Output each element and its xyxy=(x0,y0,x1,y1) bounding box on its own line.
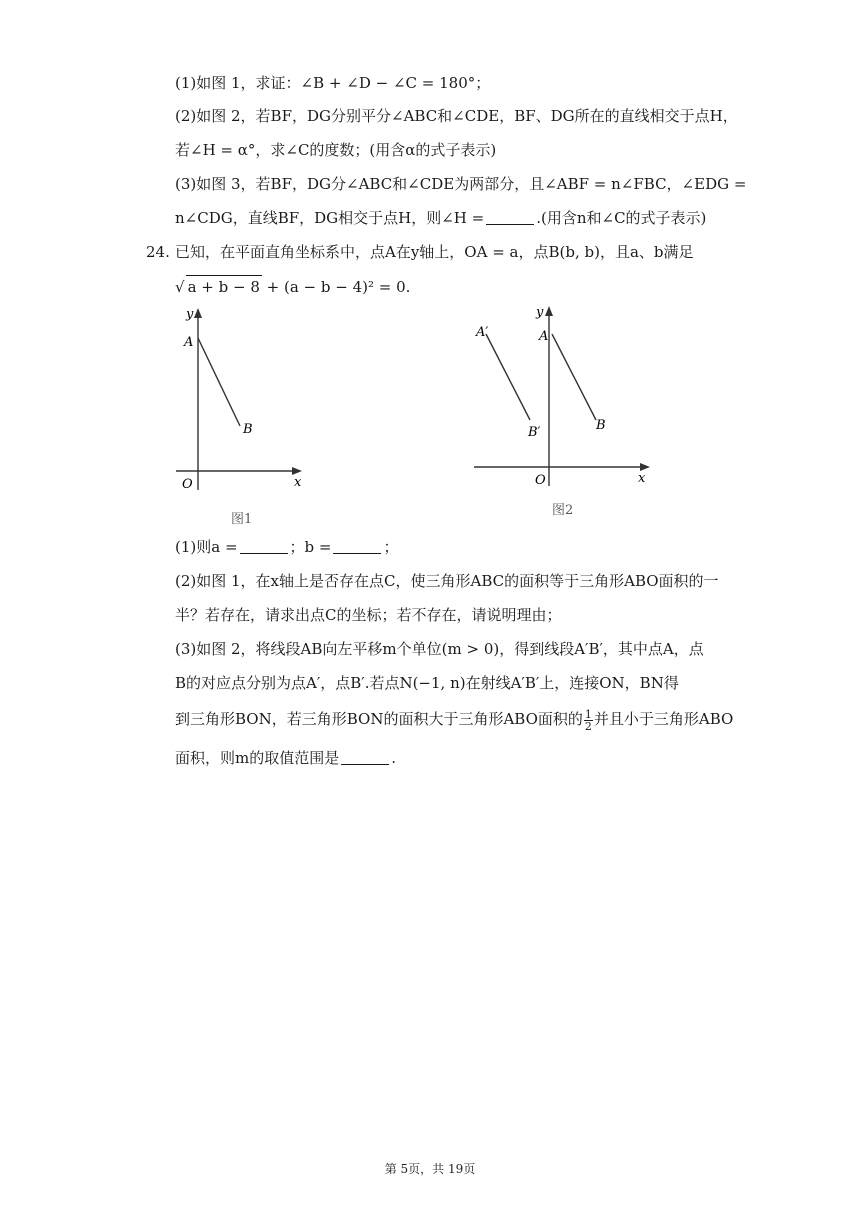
fraction-numerator: 1 xyxy=(584,707,592,721)
q23-part3-suffix: .(用含n和∠C的式子表示) xyxy=(536,209,707,227)
answer-blank-m xyxy=(341,750,389,765)
answer-blank-b xyxy=(333,539,381,554)
fig1-x-label: x xyxy=(294,475,302,490)
figure-1-diagram xyxy=(170,300,310,500)
q24-part2-line2: 半？若存在，请求出点C的坐标；若不存在，请说明理由； xyxy=(175,606,562,624)
q24-part3-line3-post: 并且小于三角形ABO xyxy=(593,710,734,728)
sqrt-sign: √ xyxy=(175,278,185,296)
q23-part2-line1: (2)如图 2，若BF，DG分别平分∠ABC和∠CDE，BF、DG所在的直线相交于点H， xyxy=(175,107,738,125)
fraction-one-half xyxy=(584,709,593,732)
q24-part3-line2: B的对应点分别为点A′，点B′.若点N(−1, n)在射线A′B′上，连接ON，BN得 xyxy=(175,674,679,692)
q24-condition xyxy=(175,275,410,298)
q24-part1-a: (1)则a = xyxy=(175,538,238,556)
figure-1 xyxy=(170,300,310,500)
q23-part2-line2: 若∠H = α°，求∠C的度数；(用含α的式子表示) xyxy=(175,141,497,159)
page-footer: 第 5页，共 19页 xyxy=(384,1162,476,1176)
q24-part1-b: ；b = xyxy=(289,538,332,556)
figure-2-caption: 图2 xyxy=(552,503,574,518)
q24-part2-line1: (2)如图 1，在x轴上是否存在点C，使三角形ABC的面积等于三角形ABO面积的一 xyxy=(175,572,719,590)
q24-part1-end: ； xyxy=(383,538,399,556)
figure-1-caption: 图1 xyxy=(231,512,253,527)
q24-part3-line4-post: . xyxy=(391,749,397,767)
fig1-y-label: y xyxy=(186,307,194,322)
fig2-point-a-prime-label: A′ xyxy=(476,325,489,340)
q23-part1: (1)如图 1，求证：∠B + ∠D − ∠C = 180°； xyxy=(175,74,491,92)
fig2-x-label: x xyxy=(638,471,646,486)
fig2-point-a-label: A xyxy=(539,329,549,344)
figure-2 xyxy=(470,296,660,496)
q24-part3-line4 xyxy=(175,747,396,769)
q24-part3-line3 xyxy=(175,708,733,732)
fig2-point-b-prime-label: B′ xyxy=(528,425,541,440)
q24-part3-line1: (3)如图 2，将线段AB向左平移m个单位(m > 0)，得到线段A′B′，其中点A，点 xyxy=(175,640,704,658)
q24-part3-line4-pre: 面积，则m的取值范围是 xyxy=(175,749,340,767)
fig2-y-label: y xyxy=(536,305,544,320)
q24-part1 xyxy=(175,536,399,558)
fig2-point-b-label: B xyxy=(596,418,606,433)
fig1-point-b-label: B xyxy=(243,422,253,437)
condition-rest: + (a − b − 4)² = 0. xyxy=(266,278,411,296)
q23-part3-text: n∠CDG，直线BF，DG相交于点H，则∠H = xyxy=(175,209,485,227)
fig1-origin-label: O xyxy=(182,477,193,492)
q23-part3-line2 xyxy=(175,207,706,229)
figure-2-diagram xyxy=(470,296,660,496)
q24-intro: 已知，在平面直角坐标系中，点A在y轴上，OA = a，点B(b, b)，且a、b满足 xyxy=(175,243,694,261)
fig1-point-a-label: A xyxy=(184,335,194,350)
answer-blank-a xyxy=(240,539,288,554)
fig2-origin-label: O xyxy=(535,473,546,488)
fraction-denominator: 2 xyxy=(584,719,592,733)
sqrt-radicand: a + b − 8 xyxy=(186,275,262,298)
q23-part3-line1: (3)如图 3，若BF，DG分∠ABC和∠CDE为两部分，且∠ABF = n∠FBC，∠EDG = xyxy=(175,175,747,193)
question-number: 24. xyxy=(146,243,170,261)
answer-blank xyxy=(486,210,534,225)
q24-part3-line3-pre: 到三角形BON，若三角形BON的面积大于三角形ABO面积的 xyxy=(175,710,583,728)
